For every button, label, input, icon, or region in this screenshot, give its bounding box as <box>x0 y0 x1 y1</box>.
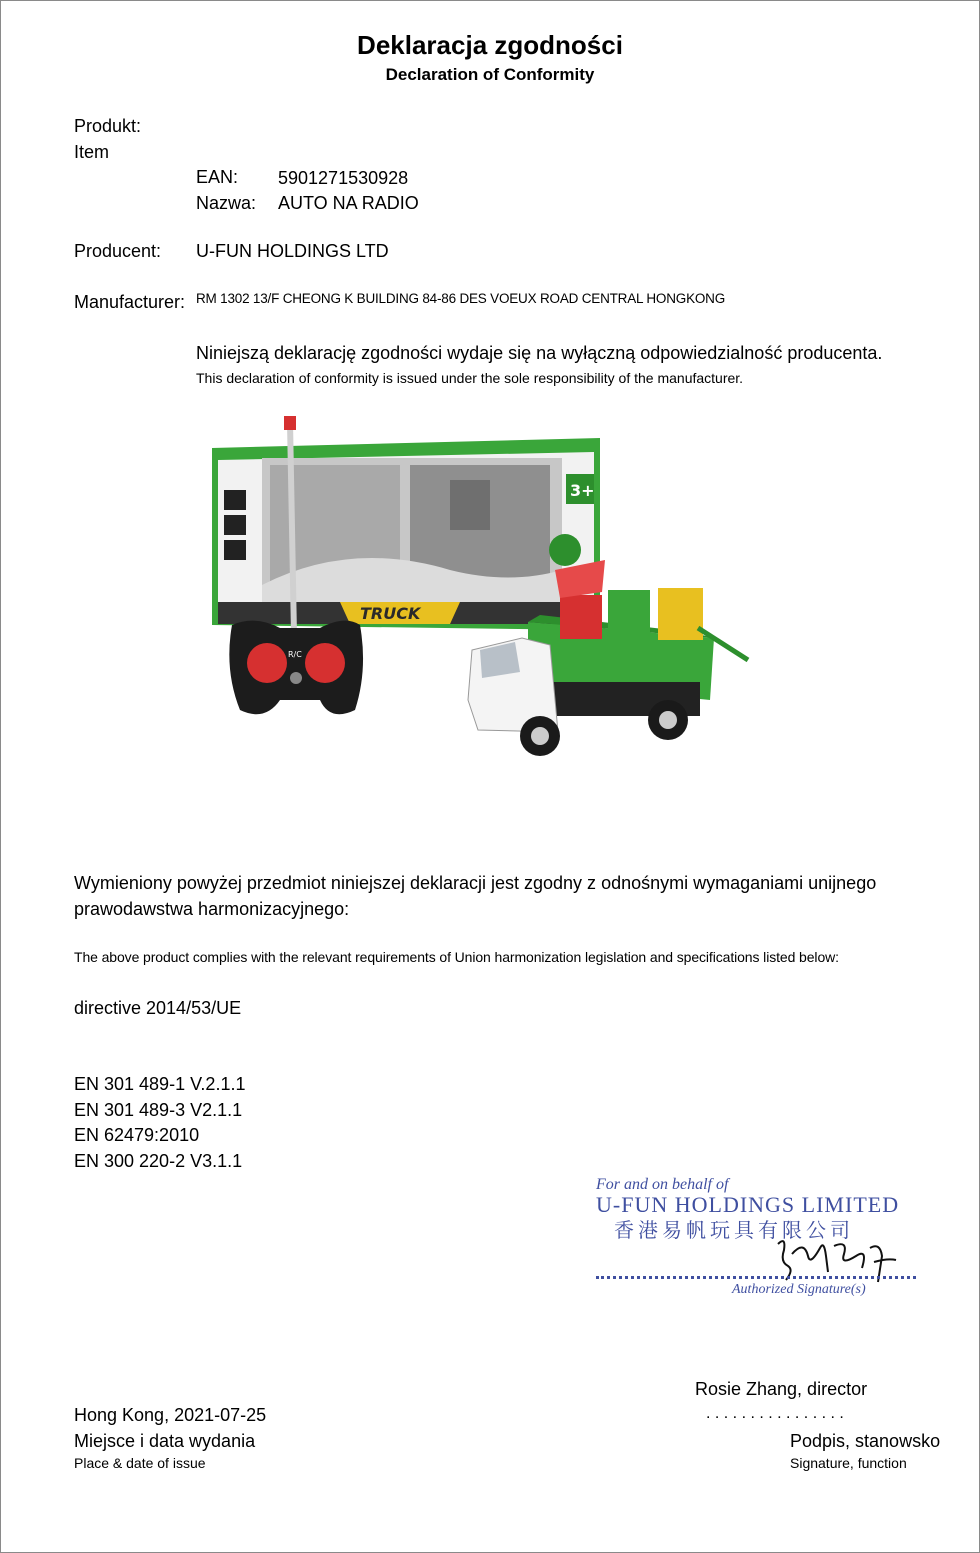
toy-box <box>212 438 600 630</box>
ean-value: 5901271530928 <box>278 168 409 188</box>
signer-name: Rosie Zhang, director <box>695 1379 868 1399</box>
stamp-company-en: U-FUN HOLDINGS LIMITED <box>596 1192 900 1217</box>
product-label-en: Item <box>74 142 110 162</box>
directive: directive 2014/53/UE <box>74 998 242 1018</box>
compliance-pl-line1: Wymieniony powyżej przedmiot niniejszej deklaracji jest zgodny z odnośnymi wymaganiami unijnego <box>74 873 877 893</box>
stamp-dotted-line <box>596 1276 916 1279</box>
standard-item: EN 300 220-2 V3.1.1 <box>74 1151 243 1171</box>
stamp-authorized-text: Authorized Signature(s) <box>732 1282 866 1297</box>
standard-item: EN 301 489-1 V.2.1.1 <box>74 1074 246 1094</box>
responsibility-en: This declaration of conformity is issued under the sole responsibility of the manufacturer. <box>196 370 744 386</box>
age-badge: 3+ <box>570 481 595 500</box>
stamp-behalf-text: For and on behalf of <box>596 1176 729 1193</box>
name-value: AUTO NA RADIO <box>278 193 419 213</box>
company-stamp <box>594 1176 924 1302</box>
document-subtitle: Declaration of Conformity <box>385 65 595 84</box>
remote-control <box>229 621 363 715</box>
box-label: TRUCK <box>360 604 421 623</box>
signature-dots: . . . . . . . . . . . . . . . . <box>706 1405 844 1422</box>
stamp-company-zh: 香港易帆玩具有限公司 <box>614 1218 854 1242</box>
responsibility-pl: Niniejszą deklarację zgodności wydaje się na wyłączną odpowiedzialność producenta. <box>196 343 883 363</box>
name-label: Nazwa: <box>196 193 257 213</box>
ean-label: EAN: <box>196 167 239 187</box>
place-date: Hong Kong, 2021-07-25 <box>74 1405 267 1425</box>
signature-label-en: Signature, function <box>790 1455 907 1471</box>
standard-item: EN 301 489-3 V2.1.1 <box>74 1100 243 1120</box>
compliance-en: The above product complies with the relevant requirements of Union harmonization legislation and specifications listed below: <box>74 949 839 965</box>
place-label-en: Place & date of issue <box>74 1455 206 1471</box>
manufacturer-label: Manufacturer: <box>74 292 186 312</box>
producer-label: Producent: <box>74 241 162 261</box>
producer-name: U-FUN HOLDINGS LTD <box>196 241 389 261</box>
manufacturer-address: RM 1302 13/F CHEONG K BUILDING 84-86 DES VOEUX ROAD CENTRAL HONGKONG <box>196 291 726 306</box>
document-title: Deklaracja zgodności <box>357 30 623 60</box>
signature-label-pl: Podpis, stanowsko <box>790 1431 941 1451</box>
product-photo <box>210 410 760 770</box>
compliance-pl-line2: prawodawstwa harmonizacyjnego: <box>74 899 350 919</box>
place-label-pl: Miejsce i data wydania <box>74 1431 256 1451</box>
product-label-pl: Produkt: <box>74 116 142 136</box>
standard-item: EN 62479:2010 <box>74 1125 200 1145</box>
remote-label: R/C <box>288 650 302 659</box>
